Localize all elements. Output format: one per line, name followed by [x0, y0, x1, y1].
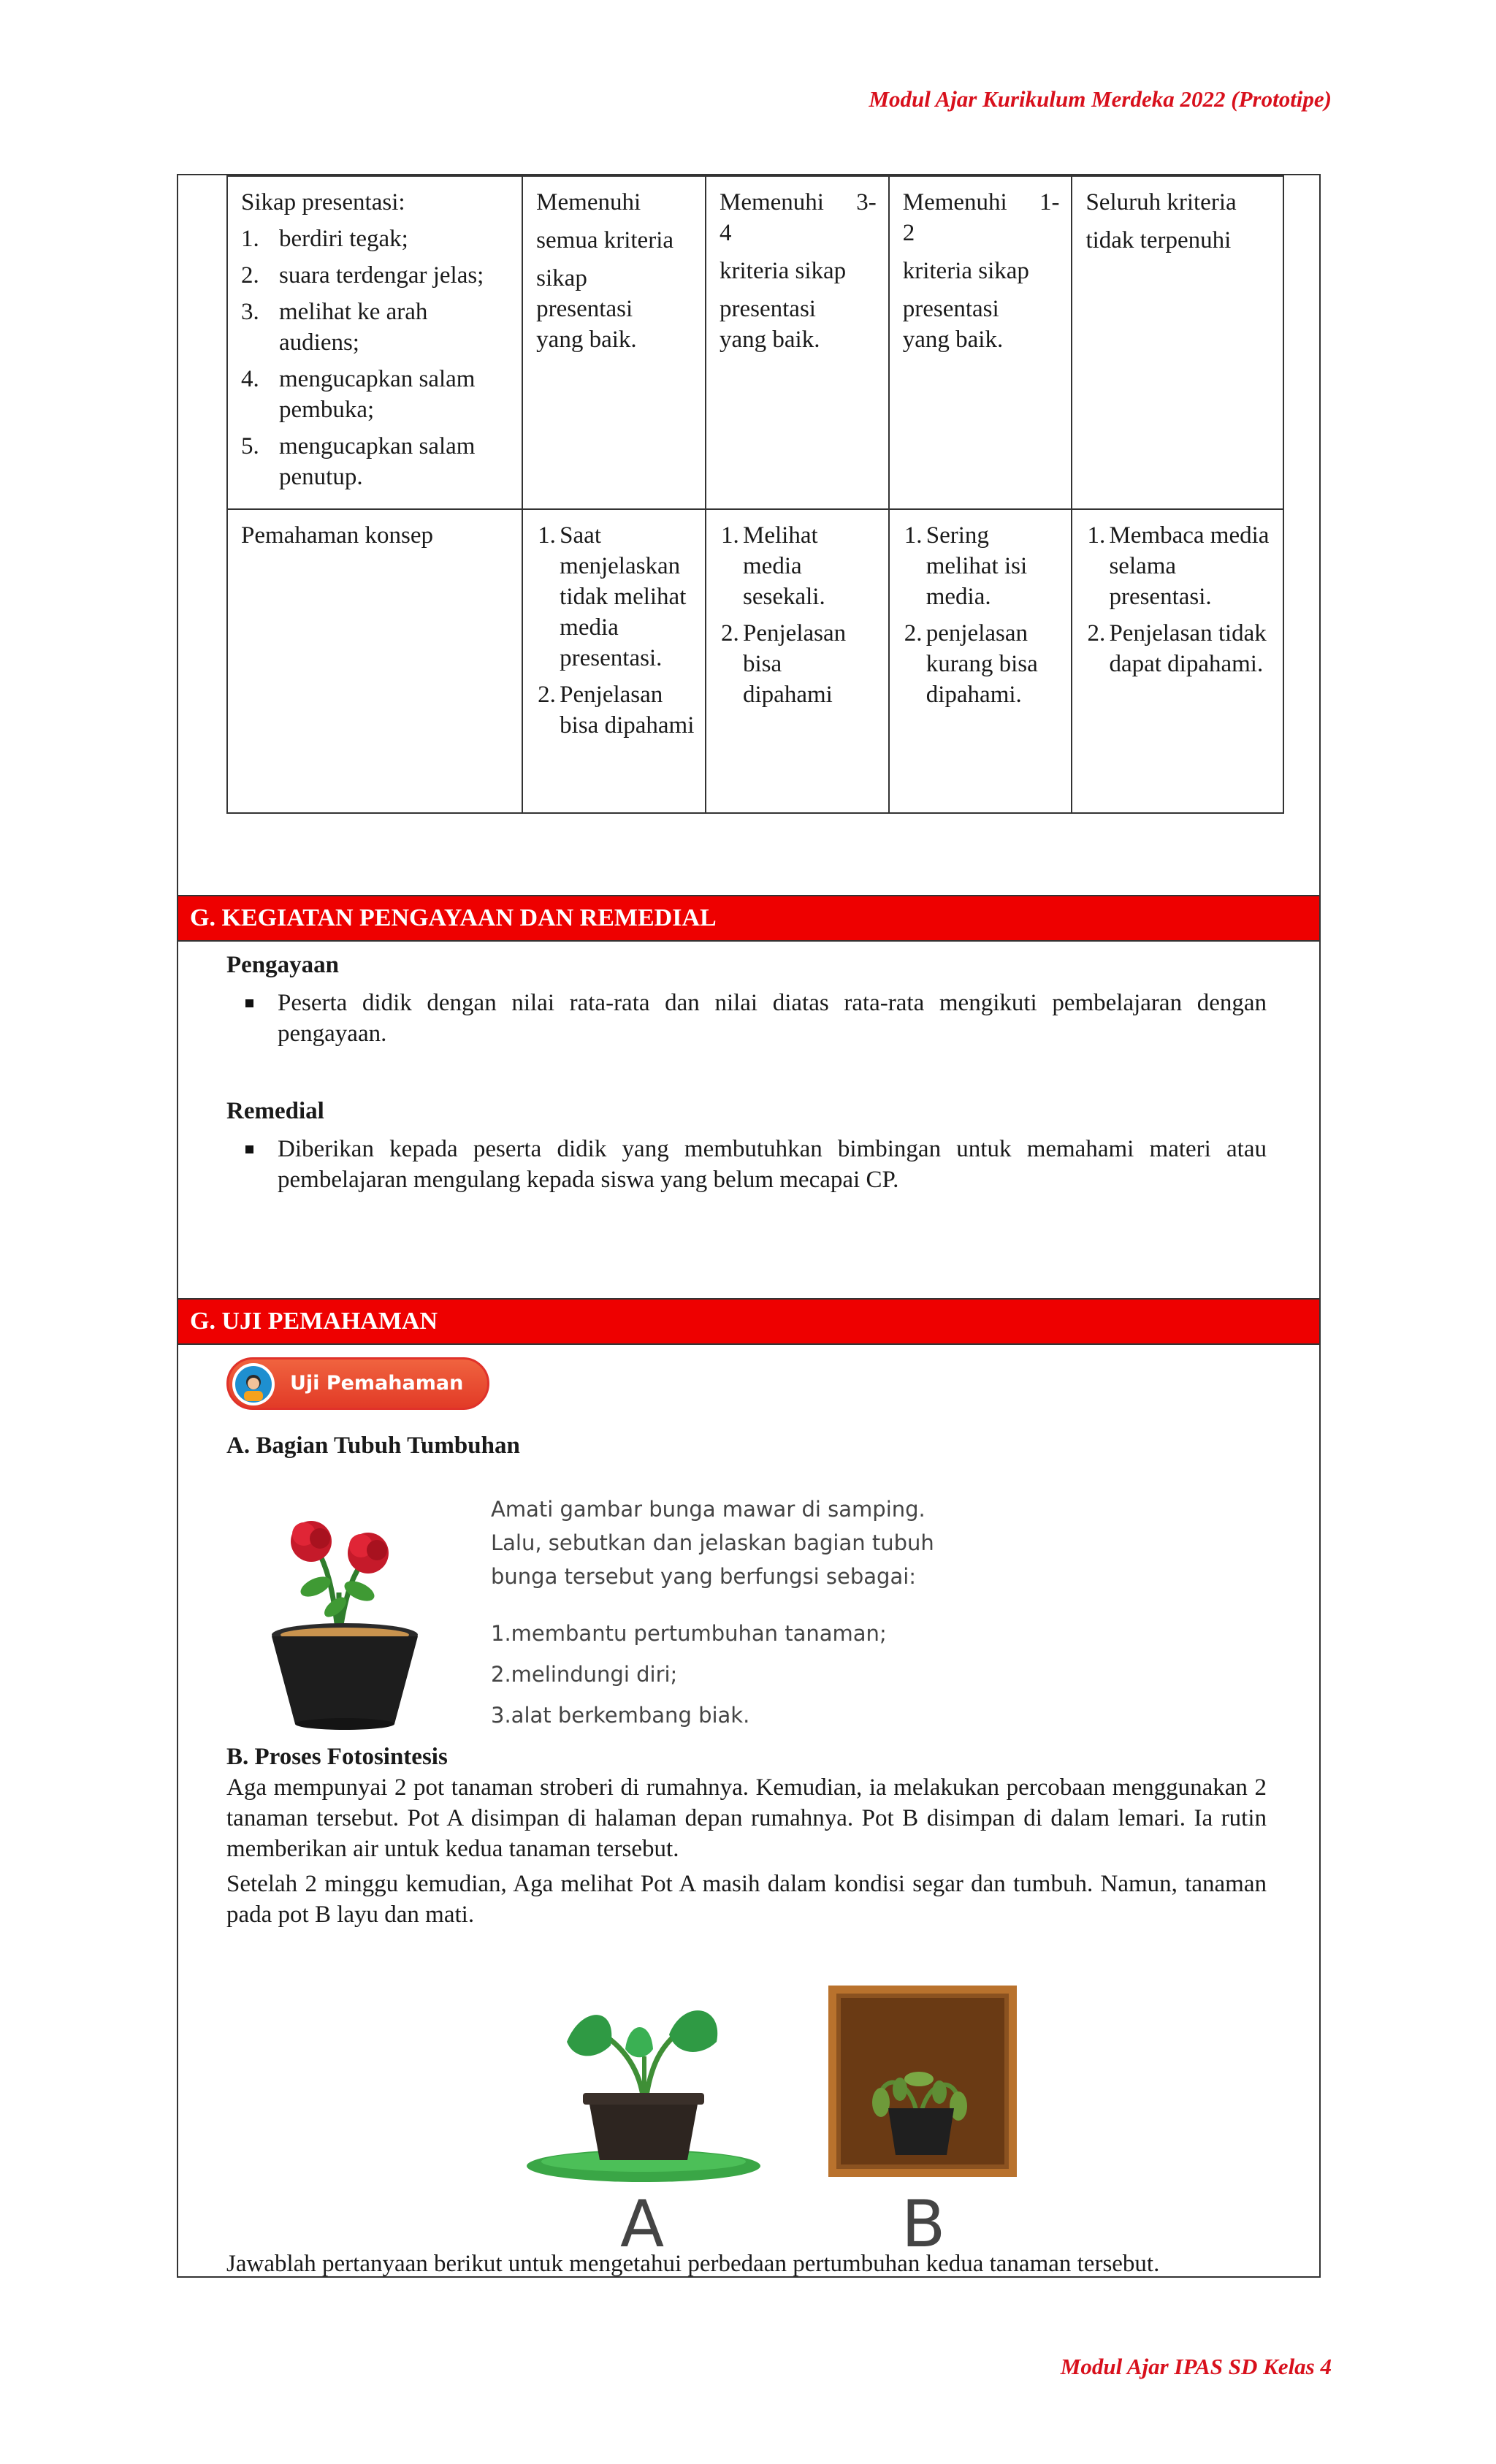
plant-a-image	[523, 1991, 764, 2188]
section-heading-enrichment: G. KEGIATAN PENGAYAAN DAN REMEDIAL	[178, 895, 1319, 942]
rubric-table	[226, 175, 1284, 814]
plant-b-image	[828, 1986, 1017, 2177]
part-b-paragraph-1: Aga mempunyai 2 pot tanaman stroberi di rumahnya. Kemudian, ia melakukan percobaan menggunakan 2 tanaman tersebut. Pot A disimpan di halaman depan rumahnya. Pot B disimpan di dalam lemari. Ia rutin memberikan air untuk kedua tanaman tersebut.	[226, 1774, 1267, 1862]
part-a-title: A. Bagian Tubuh Tumbuhan	[226, 1433, 520, 1459]
rubric-score-cell: Memenuhi 1- 2 kriteria sikap presentasi yang baik.	[889, 176, 1072, 509]
list-item: 1. berdiri tegak;	[241, 226, 408, 252]
list-item: 2.melindungi diri;	[491, 1662, 678, 1687]
list-item: 1. Saat menjelaskan tidak melihat media presentasi.	[538, 522, 687, 671]
bullet-icon	[245, 1145, 253, 1153]
student-avatar-icon	[232, 1363, 275, 1405]
criteria-title: Sikap presentasi:	[241, 189, 405, 215]
remedial-title: Remedial	[226, 1098, 324, 1124]
bullet-icon	[245, 999, 253, 1007]
closing-instruction: Jawablah pertanyaan berikut untuk mengetahui perbedaan pertumbuhan kedua tanaman tersebut.	[226, 2251, 1160, 2277]
list-item: 2. penjelasan kurang bisa dipahami.	[904, 620, 1038, 708]
list-item: 3.alat berkembang biak.	[491, 1703, 750, 1728]
list-item: 1.membantu pertumbuhan tanaman;	[491, 1621, 887, 1646]
uji-pemahaman-badge	[226, 1357, 489, 1410]
list-item: 1. Sering melihat isi media.	[904, 522, 1028, 610]
part-b-title: B. Proses Fotosintesis	[226, 1744, 448, 1770]
pengayaan-title: Pengayaan	[226, 952, 340, 978]
list-item: 4. mengucapkan salam pembuka;	[241, 366, 476, 423]
rubric-score-cell: Seluruh kriteria tidak terpenuhi	[1072, 176, 1283, 509]
section-heading-test: G. UJI PEMAHAMAN	[178, 1298, 1319, 1345]
list-item: Peserta didik dengan nilai rata-rata dan nilai diatas rata-rata mengikuti pembelajaran dengan pengayaan.	[226, 988, 1267, 1049]
list-item: 2. Penjelasan bisa dipahami	[721, 620, 847, 708]
table-row	[227, 509, 1283, 813]
list-item: 3. melihat ke arah audiens;	[241, 299, 428, 356]
list-item: 1. Membaca media selama presentasi.	[1087, 522, 1270, 610]
list-item: 2. Penjelasan bisa dipahami	[538, 682, 695, 739]
rubric-score-cell	[1072, 509, 1283, 813]
rose-pot-image	[266, 1505, 434, 1731]
rubric-score-cell	[889, 509, 1072, 813]
criteria-list	[241, 224, 510, 492]
list-item: 2. Penjelasan tidak dapat dipahami.	[1087, 620, 1267, 677]
page-footer: Modul Ajar IPAS SD Kelas 4	[1060, 2354, 1332, 2379]
part-a-instructions: Amati gambar bunga mawar di samping. Lalu, sebutkan dan jelaskan bagian tubuh bunga tersebut yang berfungsi sebagai:	[491, 1497, 934, 1589]
plant-a-label: A	[620, 2186, 665, 2262]
rubric-score-cell: Memenuhi 3- 4 kriteria sikap presentasi yang baik.	[706, 176, 889, 509]
list-item: Diberikan kepada peserta didik yang membutuhkan bimbingan untuk memahami materi atau pembelajaran mengulang kepada siswa yang belum mecapai CP.	[226, 1134, 1267, 1195]
rubric-score-cell	[706, 509, 889, 813]
rubric-criteria-cell: Pemahaman konsep	[227, 509, 522, 813]
list-item: 2. suara terdengar jelas;	[241, 262, 484, 289]
rubric-score-cell	[522, 509, 706, 813]
badge-label: Uji Pemahaman	[290, 1372, 464, 1395]
page-header: Modul Ajar Kurikulum Merdeka 2022 (Prototipe)	[869, 86, 1332, 112]
rubric-criteria-cell	[227, 176, 522, 509]
list-item: 1. Melihat media sesekali.	[721, 522, 825, 610]
part-b-paragraph-2: Setelah 2 minggu kemudian, Aga melihat Pot A masih dalam kondisi segar dan tumbuh. Namun, tanaman pada pot B layu dan mati.	[226, 1871, 1267, 1928]
plant-b-label: B	[901, 2186, 946, 2262]
part-a-items	[491, 1613, 887, 1736]
content-frame	[177, 174, 1321, 2278]
list-item: 5. mengucapkan salam penutup.	[241, 433, 476, 490]
rubric-score-cell: Memenuhi semua kriteria sikap presentasi yang baik.	[522, 176, 706, 509]
table-row	[227, 176, 1283, 509]
